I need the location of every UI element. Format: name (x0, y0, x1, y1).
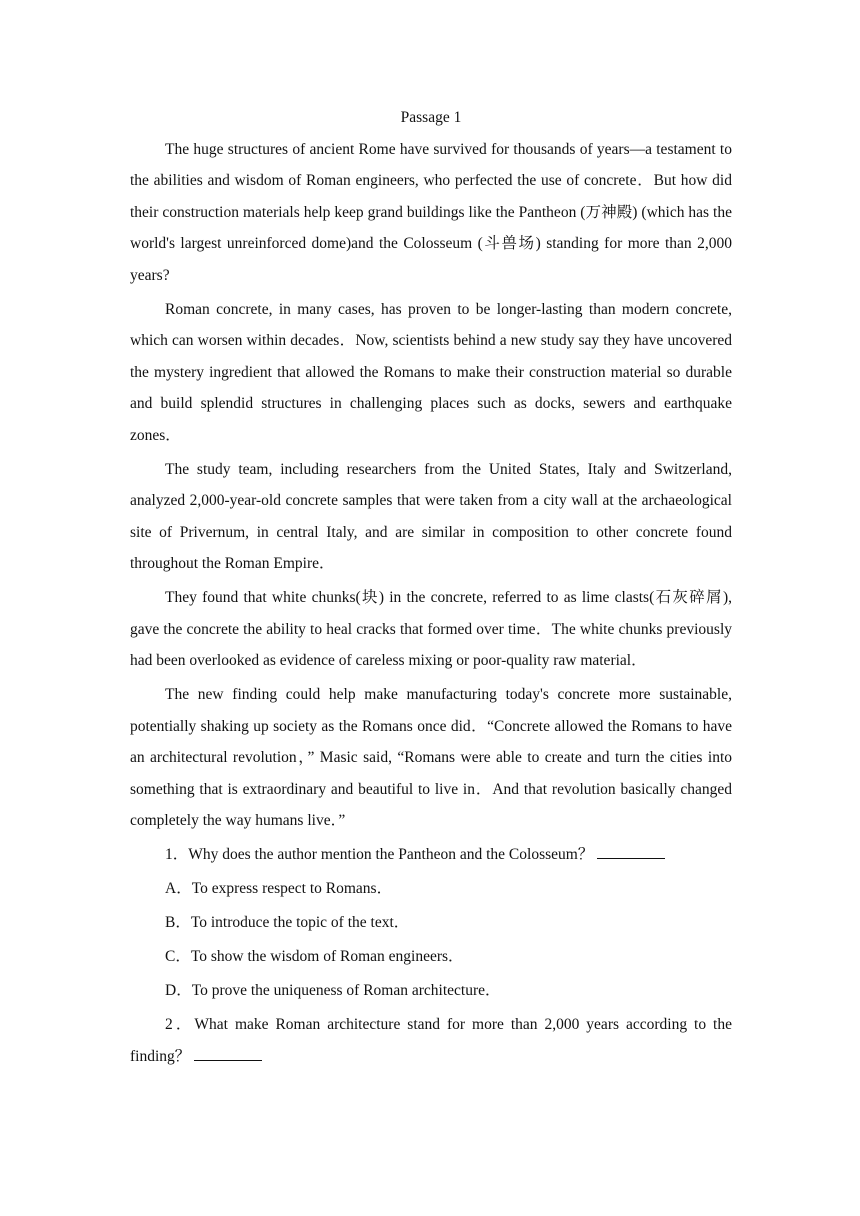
document-content (130, 102, 732, 1072)
passage-paragraph-5: The new finding could help make manufacturing today's concrete more sustainable, potentially shaking up society as the Romans once did．“Concrete allowed the Romans to have an architectural revolution，” Masic said, “Romans were able to create and turn the cities into something that is extraordinary and beautiful to live in．And that revolution basically changed completely the way humans live．” (130, 686, 732, 829)
question-1 (130, 839, 732, 871)
question-1-option-d[interactable]: D．To prove the uniqueness of Roman architecture． (165, 982, 501, 999)
passage-paragraph-2: Roman concrete, in many cases, has proven to be longer-lasting than modern concrete, which can worsen within decades．Now, scientists behind a new study say they have uncovered the mystery ingredient that allowed the Romans to make their construction material so durable and build splendid structures in challenging places such as docks, sewers and earthquake zones． (130, 300, 732, 444)
question-2-stem: 2．What make Roman architecture stand for more than 2,000 years according to the finding？ (130, 1016, 732, 1065)
question-1-stem: 1．Why does the author mention the Pantheon and the Colosseum？ (165, 846, 594, 863)
passage-title: Passage 1 (400, 109, 462, 126)
passage-paragraph-3: The study team, including researchers from the United States, Italy and Switzerland, analyzed 2,000-year-old concrete samples that were taken from a city wall at the archaeological site of Privernum, in central Italy, and are similar in composition to other concrete found throughout the Roman Empire． (130, 460, 732, 572)
answer-blank-1[interactable] (597, 844, 665, 859)
answer-blank-2[interactable] (194, 1046, 262, 1061)
passage-paragraph-1: The huge structures of ancient Rome have survived for thousands of years—a testament to the abilities and wisdom of Roman engineers, who perfected the use of concrete．But how did their construction materials help keep grand buildings like the Pantheon (万神殿) (which has the world's largest unreinforced dome)and the Colosseum (斗兽场) standing for more than 2,000 years? (130, 140, 732, 284)
passage-paragraph-4: They found that white chunks(块) in the concrete, referred to as lime clasts(石灰碎屑), gave the concrete the ability to heal cracks that formed over time．The white chunks previously had been overlooked as evidence of careless mixing or poor-quality raw material． (130, 589, 732, 669)
question-1-option-c[interactable]: C．To show the wisdom of Roman engineers． (165, 948, 464, 965)
question-2 (130, 1009, 732, 1072)
question-1-option-b[interactable]: B．To introduce the topic of the text． (165, 914, 410, 931)
question-1-option-a[interactable]: A．To express respect to Romans． (165, 880, 393, 897)
